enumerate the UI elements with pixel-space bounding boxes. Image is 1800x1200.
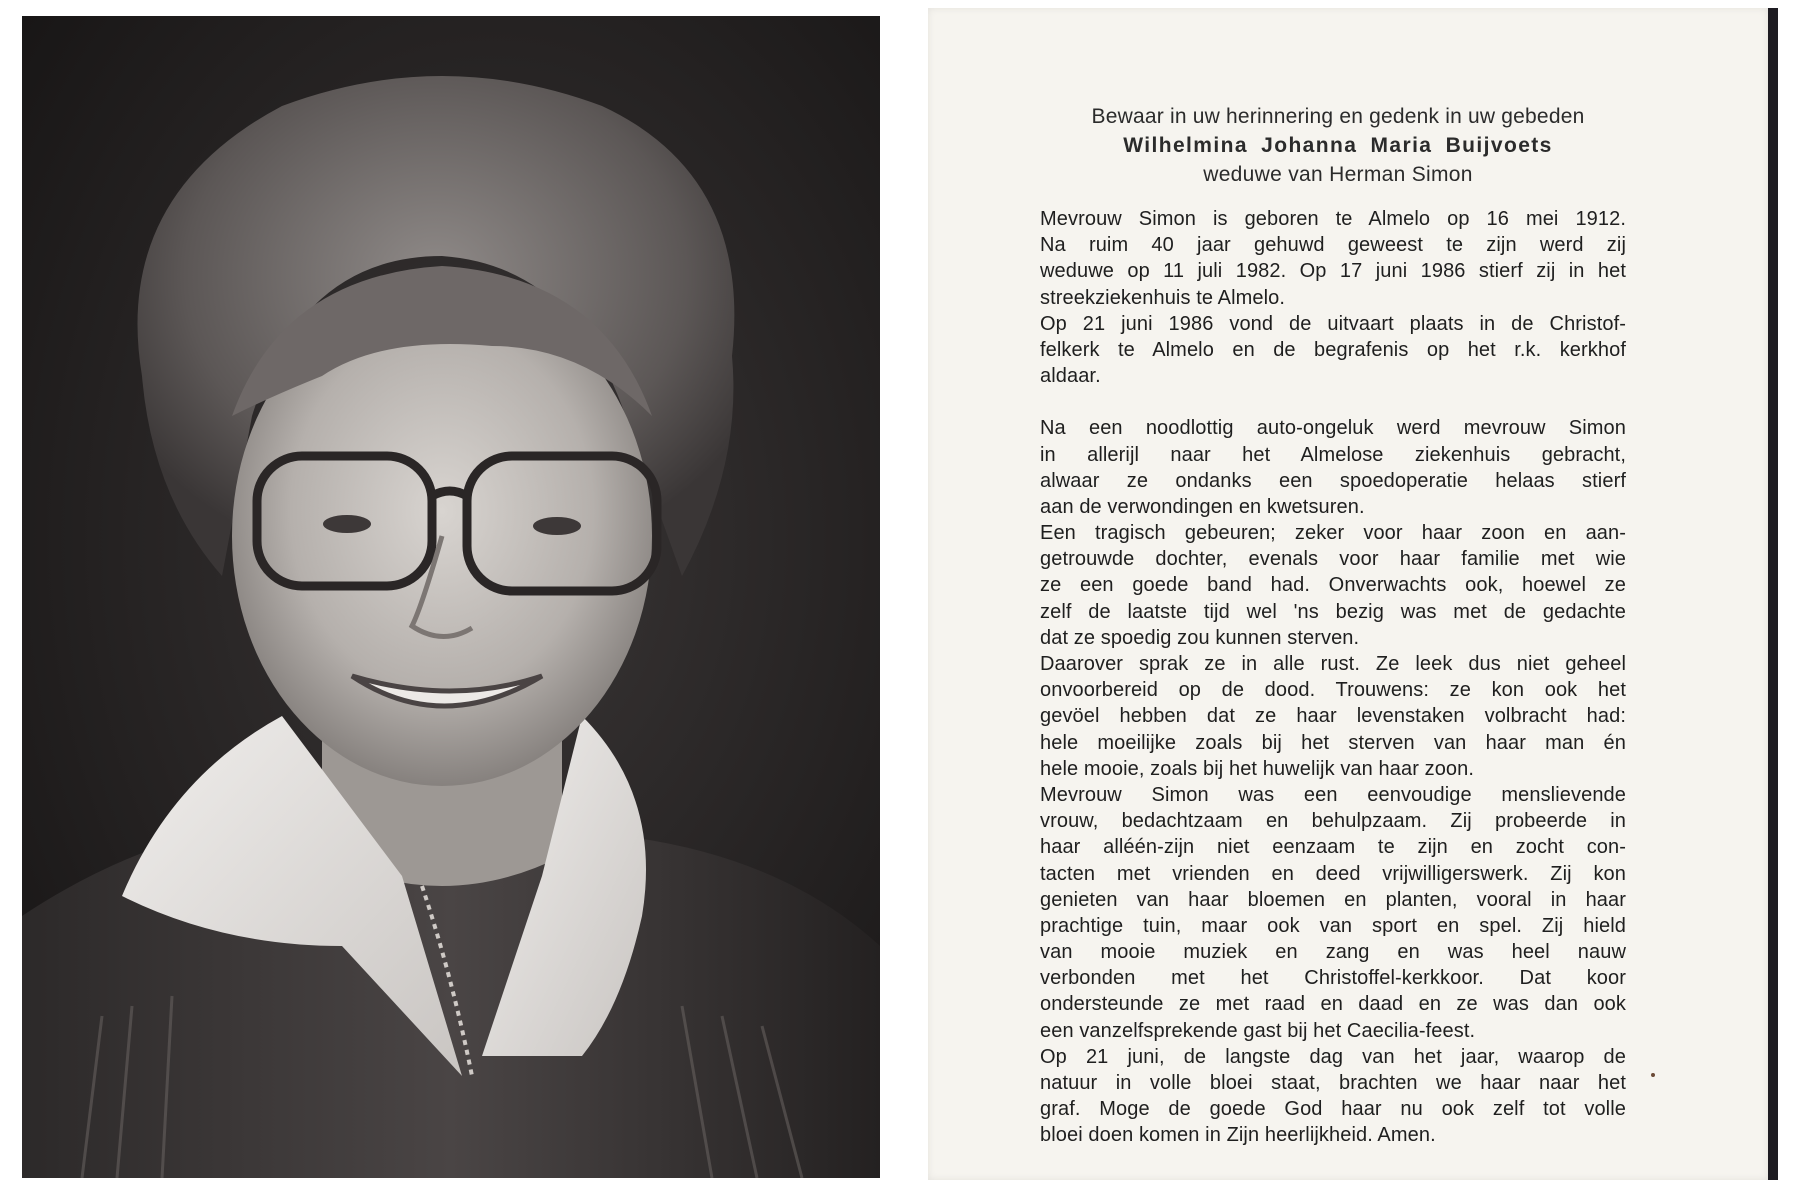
text-line: Mevrouw Simon was een eenvoudige menslievende bbox=[1040, 783, 1626, 806]
text-line: ze een goede band had. Onverwachts ook, hoewel ze bbox=[1040, 574, 1626, 597]
text-line: streekziekenhuis te Almelo. bbox=[1040, 286, 1286, 309]
portrait-photo bbox=[22, 16, 880, 1178]
text-line: aan de verwondingen en kwetsuren. bbox=[1040, 495, 1365, 518]
text-line: graf. Moge de goede God haar nu ook zelf tot volle bbox=[1040, 1098, 1626, 1121]
text-line: van mooie muziek en zang en was heel nauw bbox=[1040, 941, 1626, 964]
text-line: getrouwde dochter, evenals voor haar familie met wie bbox=[1040, 548, 1626, 571]
text-line: Op 21 juni, de langste dag van het jaar, waarop de bbox=[1040, 1045, 1626, 1068]
text-line: alwaar ze ondanks een spoedoperatie helaas stierf bbox=[1040, 469, 1626, 492]
text-line: verbonden met het Christoffel-kerkkoor. Dat koor bbox=[1040, 967, 1626, 990]
text-line: prachtige tuin, maar ook van sport en spel. Zij hield bbox=[1040, 914, 1626, 937]
deceased-name: Wilhelmina Johanna Maria Buijvoets bbox=[1123, 134, 1553, 157]
text-line: weduwe op 11 juli 1982. Op 17 juni 1986 stierf zij in het bbox=[1040, 260, 1626, 283]
text-line: Een tragisch gebeuren; zeker voor haar zoon en aan- bbox=[1040, 522, 1626, 545]
text-line: natuur in volle bloei staat, brachten we haar naar het bbox=[1040, 1072, 1626, 1094]
text-line: onvoorbereid op de dood. Trouwens: ze kon ook het bbox=[1040, 679, 1626, 702]
text-line: bloei doen komen in Zijn heerlijkheid. Amen. bbox=[1040, 1124, 1436, 1147]
text-line: zelf de laatste tijd wel 'ns bezig was met de gedachte bbox=[1040, 600, 1626, 623]
intro-line: Bewaar in uw herinnering en gedenk in uw gebeden bbox=[1091, 105, 1585, 128]
portrait-illustration bbox=[22, 16, 880, 1178]
text-line: felkerk te Almelo en de begrafenis op het r.k. kerkhof bbox=[1040, 338, 1626, 361]
right-eye bbox=[533, 517, 581, 535]
text-line: dat ze spoedig zou kunnen sterven. bbox=[1040, 626, 1360, 649]
text-line: hele mooie, zoals bij het huwelijk van haar zoon. bbox=[1040, 757, 1475, 780]
text-line: Mevrouw Simon is geboren te Almelo op 16 mei 1912. bbox=[1040, 208, 1626, 230]
paragraph-gap bbox=[1040, 389, 1626, 415]
text-line: ondersteunde ze met raad en daad en ze was dan ook bbox=[1040, 993, 1626, 1016]
text-line: tacten met vrienden en deed vrijwilligerswerk. Zij kon bbox=[1040, 862, 1626, 885]
card-header bbox=[1048, 102, 1628, 189]
left-eye bbox=[323, 515, 371, 533]
text-line: een vanzelfsprekende gast bij het Caecilia-feest. bbox=[1040, 1019, 1476, 1042]
text-line: genieten van haar bloemen en planten, vooral in haar bbox=[1040, 888, 1626, 911]
text-line: in allerijl naar het Almelose ziekenhuis gebracht, bbox=[1040, 443, 1626, 466]
paper-speck bbox=[1651, 1073, 1655, 1077]
text-line: aldaar. bbox=[1040, 365, 1101, 388]
text-line: haar alléén-zijn niet eenzaam te zijn en zocht con- bbox=[1040, 836, 1626, 859]
memorial-text-card bbox=[928, 8, 1778, 1180]
widow-line: weduwe van Herman Simon bbox=[1203, 163, 1473, 186]
memorial-text-body bbox=[1040, 206, 1626, 1149]
text-line: hele moeilijke zoals bij het sterven van haar man én bbox=[1040, 731, 1626, 754]
text-line: Op 21 juni 1986 vond de uitvaart plaats in de Christof- bbox=[1040, 312, 1626, 335]
text-line: Na ruim 40 jaar gehuwd geweest te zijn werd zij bbox=[1040, 234, 1626, 257]
text-line: vrouw, bedachtzaam en behulpzaam. Zij probeerde in bbox=[1040, 810, 1626, 833]
text-line: Daarover sprak ze in alle rust. Ze leek dus niet geheel bbox=[1040, 653, 1626, 675]
text-line: Na een noodlottig auto-ongeluk werd mevrouw Simon bbox=[1040, 417, 1626, 440]
text-line: gevöel hebben dat ze haar levenstaken volbracht had: bbox=[1040, 705, 1626, 728]
